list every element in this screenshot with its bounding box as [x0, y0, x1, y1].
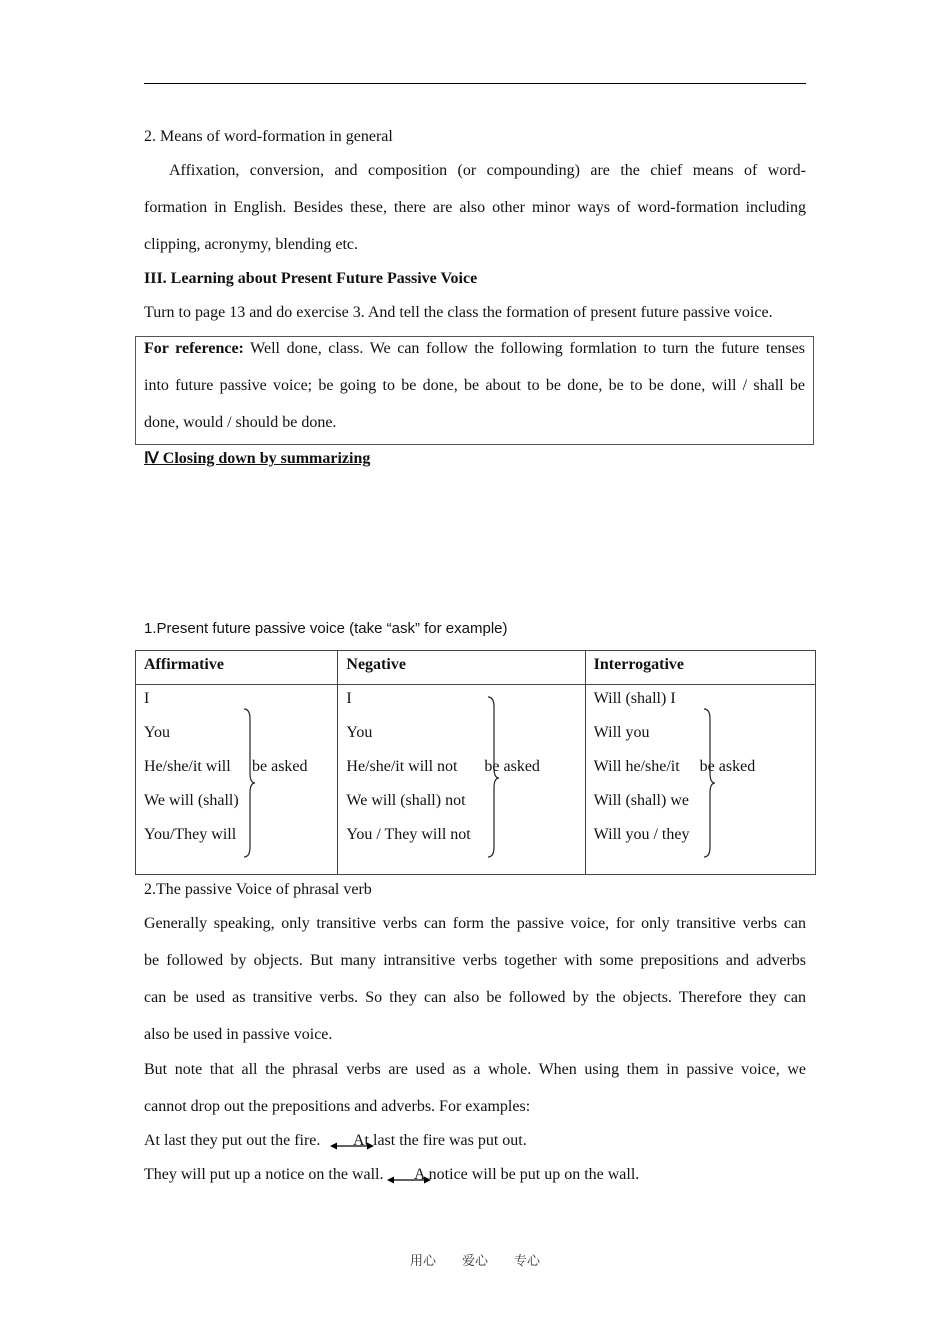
reference-line: into future passive voice; be going to be done, be about to be done, be to be done, will / shall be	[144, 377, 805, 394]
reference-label: For reference:	[144, 340, 244, 357]
instruction-text: Turn to page 13 and do exercise 3. And tell the class the formation of present future passive voice.	[144, 304, 773, 321]
reference-line	[144, 339, 805, 359]
right-brace-icon	[702, 707, 716, 859]
paragraph-line: can be used as transitive verbs. So they can also be followed by the objects. Therefore they can	[144, 989, 806, 1006]
table-body-row	[136, 685, 816, 875]
page-footer: 用心 爱心 专心	[409, 1254, 540, 1269]
subject-line: Will you	[593, 724, 650, 741]
table-caption: 1.Present future passive voice (take “ask” for example)	[144, 620, 508, 637]
section-heading-passive-voice: III. Learning about Present Future Passive Voice	[144, 270, 478, 287]
verb-phrase: be asked	[699, 758, 756, 775]
subject-line: You	[144, 724, 170, 741]
subject-line: You / They will not	[346, 826, 471, 843]
example-active: They will put up a notice on the wall.	[144, 1166, 384, 1183]
header-rule	[144, 83, 806, 84]
paragraph-line: But note that all the phrasal verbs are used as a whole. When using them in passive voice, we	[144, 1061, 806, 1078]
section-heading-closing	[144, 449, 370, 469]
example-passive: At last the fire was put out.	[353, 1132, 527, 1149]
subject-line: I	[346, 690, 352, 707]
subject-line: Will (shall) we	[593, 792, 689, 809]
passive-voice-table	[135, 650, 816, 875]
table-header-row	[136, 651, 816, 685]
header-affirmative: Affirmative	[144, 656, 224, 673]
header-negative: Negative	[346, 656, 406, 673]
affirmative-cell	[136, 685, 338, 875]
header-cell	[338, 651, 585, 685]
negative-cell	[338, 685, 585, 875]
subject-line: He/she/it will	[144, 758, 231, 775]
subject-line: You	[346, 724, 373, 741]
header-interrogative: Interrogative	[593, 656, 684, 673]
subject-line: I	[144, 690, 150, 707]
paragraph-line: clipping, acronymy, blending etc.	[144, 236, 359, 253]
paragraph-line: formation in English. Besides these, there are also other minor ways of word-formation including	[144, 199, 806, 216]
paragraph-line: cannot drop out the prepositions and adverbs. For examples:	[144, 1098, 531, 1115]
reference-text: Well done, class. We can follow the following formlation to turn the future tenses	[243, 340, 805, 357]
subject-line: Will (shall) I	[593, 690, 676, 707]
verb-phrase: be asked	[484, 758, 540, 775]
example-active: At last they put out the fire.	[144, 1132, 321, 1149]
example-passive: A notice will be put up on the wall.	[414, 1166, 640, 1183]
header-cell	[136, 651, 338, 685]
interrogative-cell	[585, 685, 815, 875]
roman-numeral: Ⅳ	[144, 450, 159, 467]
reference-line: done, would / should be done.	[144, 414, 337, 431]
paragraph-line: Generally speaking, only transitive verbs can form the passive voice, for only transitive verbs can	[144, 915, 806, 932]
paragraph-line: be followed by objects. But many intransitive verbs together with some prepositions and adverbs	[144, 952, 806, 969]
header-cell	[585, 651, 815, 685]
verb-phrase: be asked	[252, 758, 308, 775]
paragraph-line: also be used in passive voice.	[144, 1026, 333, 1043]
subject-line: We will (shall)	[144, 792, 239, 809]
subject-line: We will (shall) not	[346, 792, 466, 809]
right-brace-icon	[486, 695, 500, 861]
section-heading-word-formation: 2. Means of word-formation in general	[144, 128, 393, 145]
paragraph-line: Affixation, conversion, and composition (or compounding) are the chief means of word-	[169, 162, 806, 179]
subject-line: You/They will	[144, 826, 237, 843]
subject-line: Will you / they	[593, 826, 690, 843]
section-heading-phrasal: 2.The passive Voice of phrasal verb	[144, 881, 372, 898]
subject-line: He/she/it will not	[346, 758, 458, 775]
subject-line: Will he/she/it	[593, 758, 680, 775]
closing-heading-text: Closing down by summarizing	[158, 450, 371, 467]
right-brace-icon	[242, 707, 256, 859]
